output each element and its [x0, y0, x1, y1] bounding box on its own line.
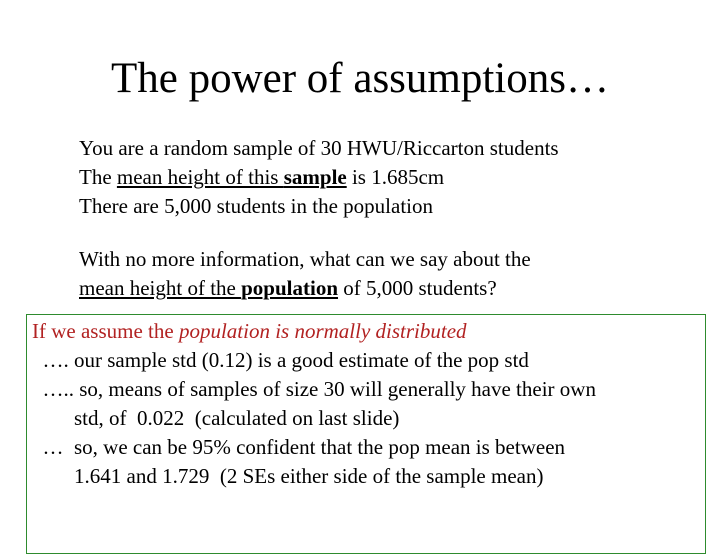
assumption-line-confidence: … so, we can be 95% confident that the pop mean is between [32, 435, 566, 459]
intro-line-sample: You are a random sample of 30 HWU/Riccarton students [79, 136, 559, 160]
intro-line-question: With no more information, what can we say about the [79, 247, 531, 271]
assumption-line-interval: 1.641 and 1.729 (2 SEs either side of the sample mean) [32, 464, 544, 488]
assumption-normal-distribution: population is normally distributed [178, 319, 467, 343]
assumption-line-std-value: std, of 0.022 (calculated on last slide) [32, 406, 400, 430]
assumption-line-sample-means: ….. so, means of samples of size 30 will generally have their own [32, 377, 596, 401]
intro-line-mean-height-prefix: The [79, 165, 117, 189]
intro-line-population-size: There are 5,000 students in the population [79, 194, 433, 218]
assumption-if-prefix: If we assume the [32, 319, 179, 343]
sample-word: sample [283, 165, 347, 189]
intro-text [79, 134, 559, 303]
intro-line-question-cont [79, 274, 559, 303]
mean-height-underlined: mean height of this [116, 165, 284, 189]
slide-title: The power of assumptions… [110, 55, 609, 102]
intro-line-mean-height [79, 163, 559, 192]
population-word: population [241, 276, 339, 300]
mean-height-population-underlined: mean height of the [79, 276, 242, 300]
intro-line-mean-height-suffix: is 1.685cm [346, 165, 445, 189]
assumption-line-std-estimate: …. our sample std (0.12) is a good estimate of the pop std [32, 348, 529, 372]
assumption-line-if [32, 317, 596, 346]
intro-line-question-suffix: of 5,000 students? [338, 276, 497, 300]
assumption-text [32, 317, 596, 491]
paragraph-gap [79, 221, 559, 245]
